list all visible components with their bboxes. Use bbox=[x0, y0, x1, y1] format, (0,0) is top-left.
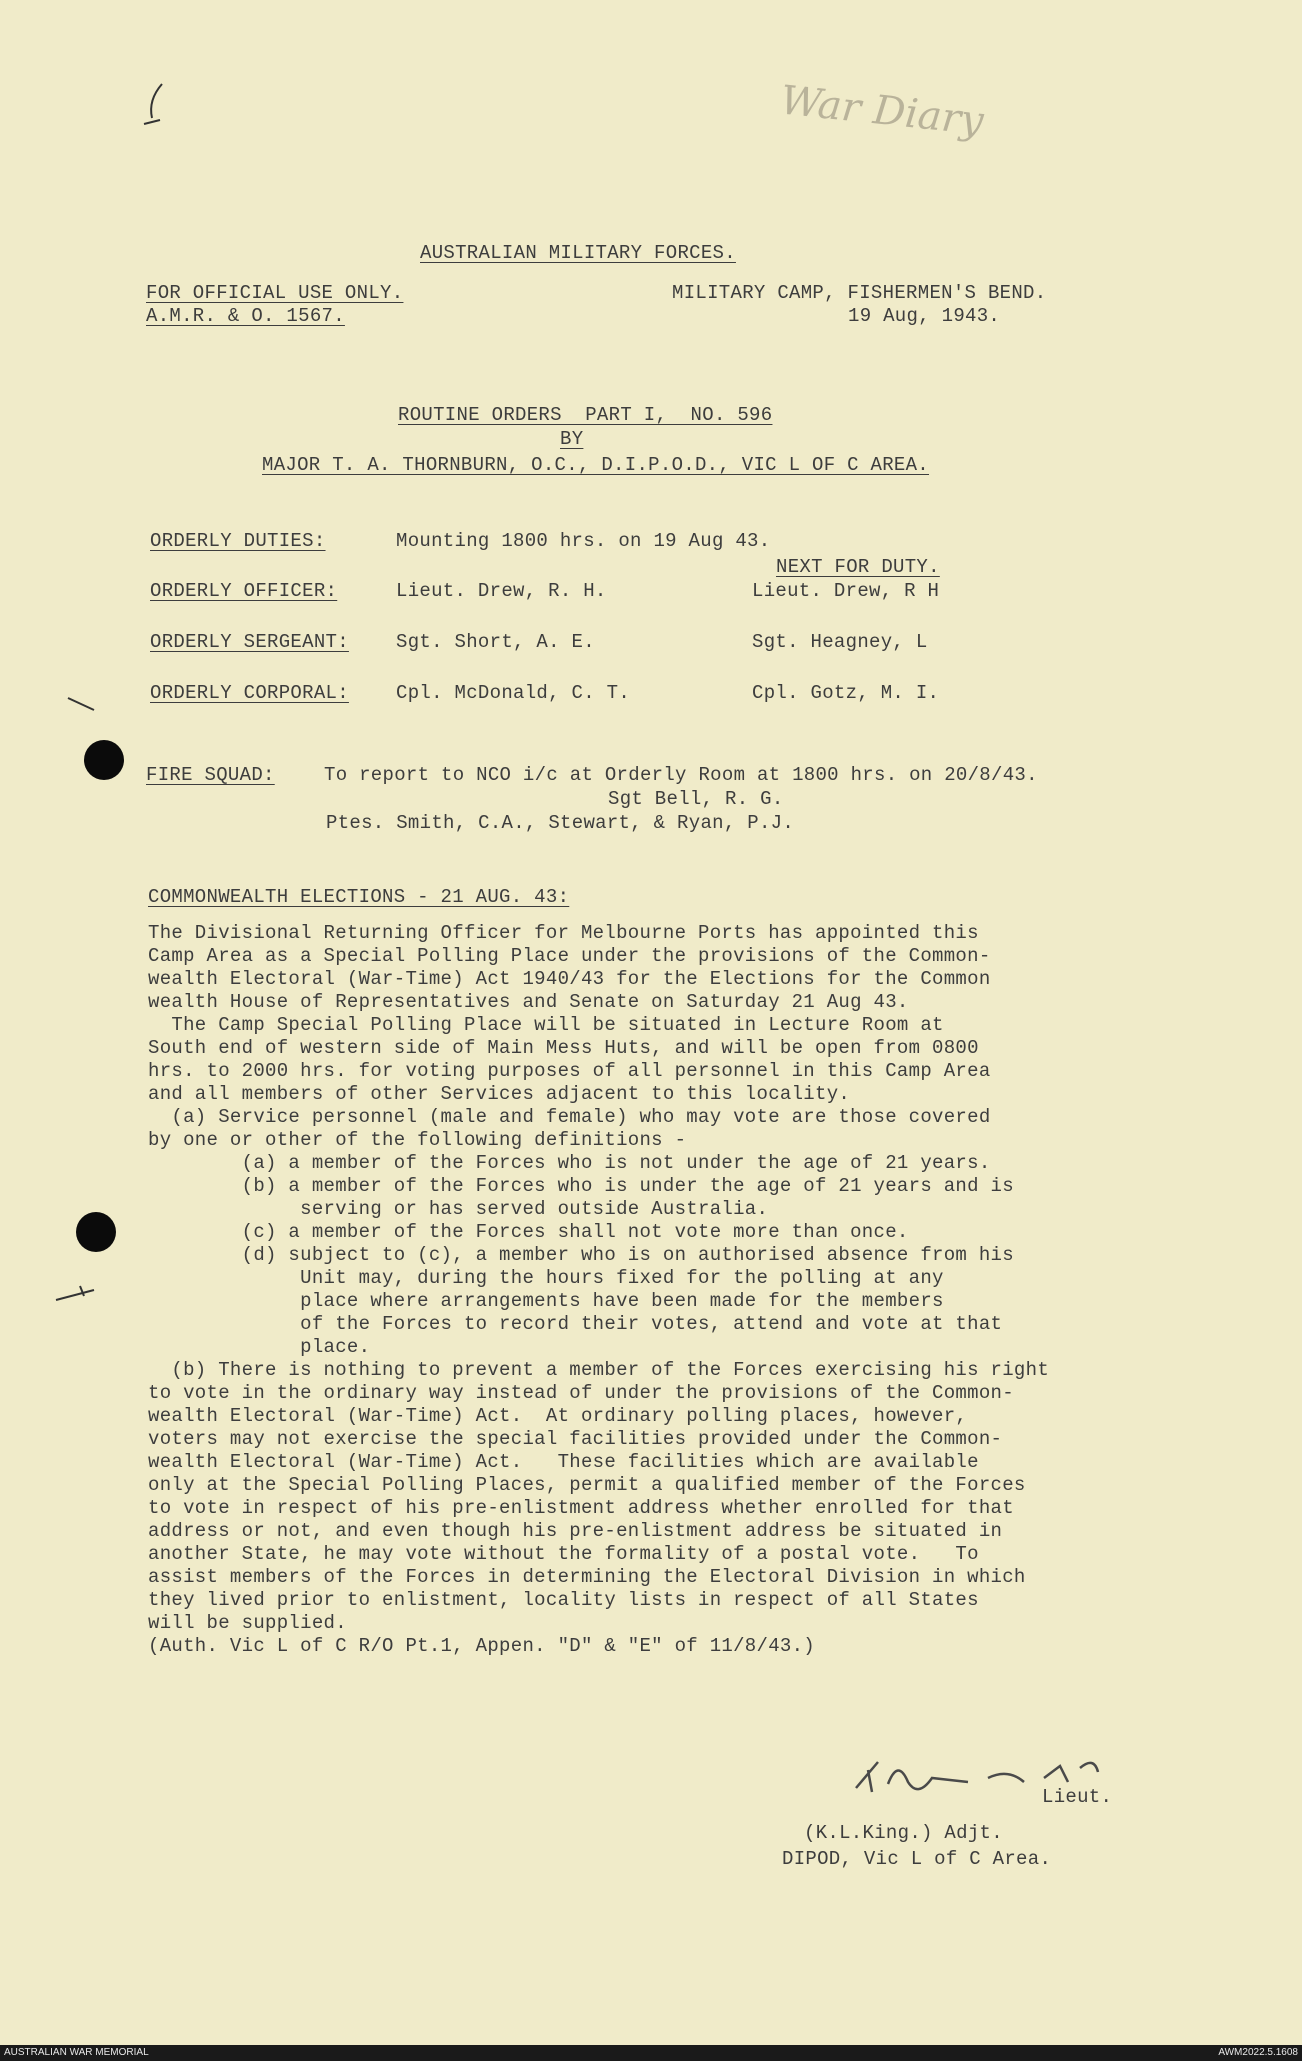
elections-heading: COMMONWEALTH ELECTIONS - 21 AUG. 43: bbox=[148, 886, 570, 908]
signature-unit: DIPOD, Vic L of C Area. bbox=[782, 1848, 1052, 1870]
official-use-line: FOR OFFICIAL USE ONLY. bbox=[146, 282, 404, 304]
elections-line: (Auth. Vic L of C R/O Pt.1, Appen. "D" & "E" of 11/8/43.) bbox=[148, 1635, 816, 1657]
punch-hole bbox=[84, 740, 124, 780]
elections-line: another State, he may vote without the formality of a postal vote. To bbox=[148, 1543, 979, 1565]
margin-tick-icon bbox=[50, 1282, 100, 1308]
duty-row-label: ORDERLY OFFICER: bbox=[150, 580, 338, 602]
elections-line: wealth Electoral (War-Time) Act. At ordinary polling places, however, bbox=[148, 1405, 968, 1427]
duty-row-label: ORDERLY SERGEANT: bbox=[150, 631, 349, 653]
elections-line: The Camp Special Polling Place will be situated in Lecture Room at bbox=[148, 1014, 944, 1036]
elections-line: wealth House of Representatives and Senate on Saturday 21 Aug 43. bbox=[148, 991, 909, 1013]
fire-squad-line3: Ptes. Smith, C.A., Stewart, & Ryan, P.J. bbox=[326, 812, 795, 834]
duty-row-current: Lieut. Drew, R. H. bbox=[396, 580, 607, 602]
elections-line: hrs. to 2000 hrs. for voting purposes of all personnel in this Camp Area bbox=[148, 1060, 991, 1082]
handwritten-annotation: War Diary bbox=[778, 77, 986, 145]
elections-line: (b) a member of the Forces who is under the age of 21 years and is bbox=[148, 1175, 1014, 1197]
elections-line: of the Forces to record their votes, attend and vote at that bbox=[148, 1313, 1003, 1335]
elections-line: by one or other of the following definitions - bbox=[148, 1129, 687, 1151]
elections-line: The Divisional Returning Officer for Melbourne Ports has appointed this bbox=[148, 922, 979, 944]
footer-accession: AWM2022.5.1608 bbox=[1218, 2047, 1298, 2058]
amr-reference: A.M.R. & O. 1567. bbox=[146, 305, 345, 327]
elections-line: wealth Electoral (War-Time) Act. These facilities which are available bbox=[148, 1451, 979, 1473]
elections-line: voters may not exercise the special facilities provided under the Common- bbox=[148, 1428, 1003, 1450]
duty-row-next: Lieut. Drew, R H bbox=[752, 580, 940, 602]
elections-line: wealth Electoral (War-Time) Act 1940/43 for the Elections for the Common bbox=[148, 968, 991, 990]
elections-line: South end of western side of Main Mess Huts, and will be open from 0800 bbox=[148, 1037, 979, 1059]
footer-institution: AUSTRALIAN WAR MEMORIAL bbox=[4, 2047, 149, 2058]
pin-mark-icon bbox=[140, 80, 170, 140]
elections-line: (c) a member of the Forces shall not vote more than once. bbox=[148, 1221, 909, 1243]
signature-rank: Lieut. bbox=[1042, 1786, 1113, 1808]
elections-line: Camp Area as a Special Polling Place under the provisions of the Common- bbox=[148, 945, 991, 967]
elections-line: (a) Service personnel (male and female) who may vote are those covered bbox=[148, 1106, 991, 1128]
elections-line: to vote in respect of his pre-enlistment address whether enrolled for that bbox=[148, 1497, 1014, 1519]
margin-tick-icon bbox=[64, 692, 100, 716]
punch-hole bbox=[76, 1212, 116, 1252]
elections-line: only at the Special Polling Places, permit a qualified member of the Forces bbox=[148, 1474, 1026, 1496]
signature-name: (K.L.King.) Adjt. bbox=[804, 1822, 1003, 1844]
elections-line: serving or has served outside Australia. bbox=[148, 1198, 769, 1220]
header-title: AUSTRALIAN MILITARY FORCES. bbox=[420, 242, 736, 264]
elections-line: will be supplied. bbox=[148, 1612, 347, 1634]
duties-label: ORDERLY DUTIES: bbox=[150, 530, 326, 552]
duty-row-current: Sgt. Short, A. E. bbox=[396, 631, 595, 653]
elections-line: Unit may, during the hours fixed for the polling at any bbox=[148, 1267, 944, 1289]
elections-line: and all members of other Services adjacent to this locality. bbox=[148, 1083, 851, 1105]
duties-value: Mounting 1800 hrs. on 19 Aug 43. bbox=[396, 530, 771, 552]
duty-row-next: Cpl. Gotz, M. I. bbox=[752, 682, 940, 704]
fire-squad-line1: To report to NCO i/c at Orderly Room at 1800 hrs. on 20/8/43. bbox=[324, 764, 1038, 786]
duty-row-label: ORDERLY CORPORAL: bbox=[150, 682, 349, 704]
orders-by: BY bbox=[560, 428, 584, 450]
elections-line: to vote in the ordinary way instead of under the provisions of the Common- bbox=[148, 1382, 1014, 1404]
elections-line: (d) subject to (c), a member who is on authorised absence from his bbox=[148, 1244, 1014, 1266]
archive-footer bbox=[0, 2045, 1302, 2061]
elections-line: place where arrangements have been made for the members bbox=[148, 1290, 944, 1312]
elections-line: (b) There is nothing to prevent a member of the Forces exercising his right bbox=[148, 1359, 1050, 1381]
next-for-duty-header: NEXT FOR DUTY. bbox=[776, 556, 940, 578]
elections-line: address or not, and even though his pre-enlistment address be situated in bbox=[148, 1520, 1003, 1542]
duty-row-current: Cpl. McDonald, C. T. bbox=[396, 682, 631, 704]
camp-location: MILITARY CAMP, FISHERMEN'S BEND. bbox=[672, 282, 1047, 304]
orders-officer: MAJOR T. A. THORNBURN, O.C., D.I.P.O.D., VIC L OF C AREA. bbox=[262, 454, 930, 476]
elections-line: (a) a member of the Forces who is not under the age of 21 years. bbox=[148, 1152, 991, 1174]
elections-line: place. bbox=[148, 1336, 371, 1358]
fire-squad-label: FIRE SQUAD: bbox=[146, 764, 275, 786]
orders-title: ROUTINE ORDERS PART I, NO. 596 bbox=[398, 404, 773, 426]
elections-line: assist members of the Forces in determining the Electoral Division in which bbox=[148, 1566, 1026, 1588]
elections-line: they lived prior to enlistment, locality lists in respect of all States bbox=[148, 1589, 979, 1611]
header-date: 19 Aug, 1943. bbox=[848, 305, 1001, 327]
fire-squad-line2: Sgt Bell, R. G. bbox=[608, 788, 784, 810]
duty-row-next: Sgt. Heagney, L bbox=[752, 631, 928, 653]
